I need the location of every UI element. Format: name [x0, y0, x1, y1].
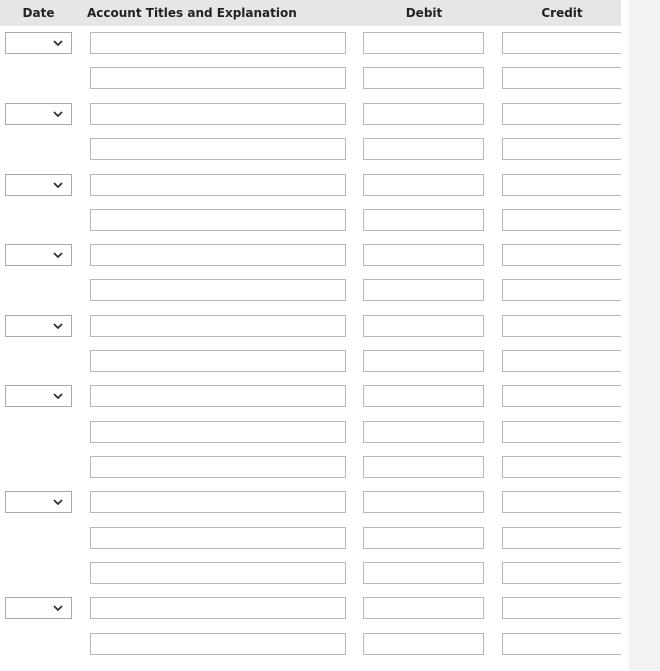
account-title-input[interactable]	[90, 633, 346, 655]
credit-input[interactable]	[502, 209, 621, 231]
debit-input[interactable]	[363, 244, 484, 266]
date-select[interactable]	[5, 315, 72, 337]
account-title-input[interactable]	[90, 138, 346, 160]
account-title-input[interactable]	[90, 174, 346, 196]
chevron-down-icon	[53, 499, 63, 506]
credit-input[interactable]	[502, 174, 621, 196]
debit-input[interactable]	[363, 562, 484, 584]
table-row	[0, 244, 621, 266]
credit-input[interactable]	[502, 32, 621, 54]
credit-input[interactable]	[502, 597, 621, 619]
header-account-titles: Account Titles and Explanation	[87, 6, 297, 20]
chevron-down-icon	[53, 252, 63, 259]
table-row	[0, 279, 621, 301]
table-row	[0, 456, 621, 478]
account-title-input[interactable]	[90, 315, 346, 337]
chevron-down-icon	[53, 605, 63, 612]
debit-input[interactable]	[363, 385, 484, 407]
debit-input[interactable]	[363, 315, 484, 337]
chevron-down-icon	[53, 182, 63, 189]
table-header	[0, 0, 621, 26]
credit-input[interactable]	[502, 456, 621, 478]
debit-input[interactable]	[363, 32, 484, 54]
account-title-input[interactable]	[90, 421, 346, 443]
date-select[interactable]	[5, 174, 72, 196]
date-select[interactable]	[5, 597, 72, 619]
table-row	[0, 67, 621, 89]
account-title-input[interactable]	[90, 491, 346, 513]
table-row	[0, 633, 621, 655]
credit-input[interactable]	[502, 138, 621, 160]
date-select[interactable]	[5, 32, 72, 54]
date-select[interactable]	[5, 103, 72, 125]
table-row	[0, 174, 621, 196]
debit-input[interactable]	[363, 597, 484, 619]
table-row	[0, 385, 621, 407]
account-title-input[interactable]	[90, 597, 346, 619]
debit-input[interactable]	[363, 279, 484, 301]
table-row	[0, 138, 621, 160]
debit-input[interactable]	[363, 456, 484, 478]
account-title-input[interactable]	[90, 527, 346, 549]
account-title-input[interactable]	[90, 32, 346, 54]
table-row	[0, 597, 621, 619]
debit-input[interactable]	[363, 491, 484, 513]
header-date: Date	[22, 6, 55, 20]
chevron-down-icon	[53, 323, 63, 330]
credit-input[interactable]	[502, 562, 621, 584]
credit-input[interactable]	[502, 421, 621, 443]
credit-input[interactable]	[502, 633, 621, 655]
table-row	[0, 103, 621, 125]
account-title-input[interactable]	[90, 350, 346, 372]
debit-input[interactable]	[363, 103, 484, 125]
credit-input[interactable]	[502, 67, 621, 89]
account-title-input[interactable]	[90, 562, 346, 584]
debit-input[interactable]	[363, 350, 484, 372]
account-title-input[interactable]	[90, 244, 346, 266]
table-row	[0, 209, 621, 231]
debit-input[interactable]	[363, 421, 484, 443]
table-row	[0, 562, 621, 584]
chevron-down-icon	[53, 40, 63, 47]
table-row	[0, 421, 621, 443]
debit-input[interactable]	[363, 633, 484, 655]
debit-input[interactable]	[363, 174, 484, 196]
table-row	[0, 350, 621, 372]
account-title-input[interactable]	[90, 103, 346, 125]
table-row	[0, 32, 621, 54]
table-row	[0, 315, 621, 337]
table-row	[0, 527, 621, 549]
date-select[interactable]	[5, 385, 72, 407]
debit-input[interactable]	[363, 67, 484, 89]
debit-input[interactable]	[363, 209, 484, 231]
debit-input[interactable]	[363, 527, 484, 549]
account-title-input[interactable]	[90, 67, 346, 89]
header-credit: Credit	[541, 6, 583, 20]
date-select[interactable]	[5, 491, 72, 513]
table-row	[0, 491, 621, 513]
credit-input[interactable]	[502, 491, 621, 513]
credit-input[interactable]	[502, 527, 621, 549]
chevron-down-icon	[53, 393, 63, 400]
credit-input[interactable]	[502, 279, 621, 301]
account-title-input[interactable]	[90, 456, 346, 478]
chevron-down-icon	[53, 111, 63, 118]
credit-input[interactable]	[502, 103, 621, 125]
account-title-input[interactable]	[90, 209, 346, 231]
account-title-input[interactable]	[90, 279, 346, 301]
credit-input[interactable]	[502, 385, 621, 407]
account-title-input[interactable]	[90, 385, 346, 407]
debit-input[interactable]	[363, 138, 484, 160]
credit-input[interactable]	[502, 350, 621, 372]
date-select[interactable]	[5, 244, 72, 266]
credit-input[interactable]	[502, 315, 621, 337]
credit-input[interactable]	[502, 244, 621, 266]
scroll-gutter	[629, 0, 660, 671]
header-debit: Debit	[405, 6, 443, 20]
